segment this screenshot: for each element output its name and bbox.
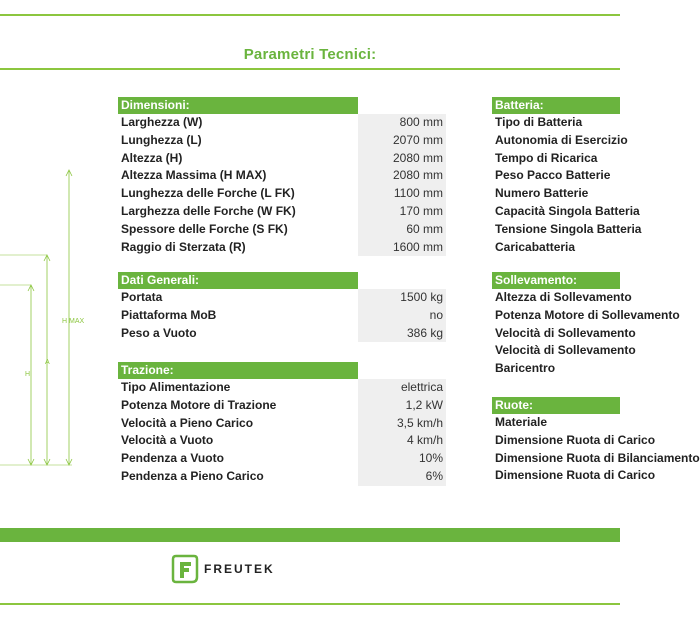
table-sollevamento <box>492 272 680 378</box>
row-value: 800 mm <box>358 114 446 132</box>
table-row <box>118 239 446 257</box>
row-label: Velocità di Sollevamento <box>495 343 636 358</box>
row-label: Tensione Singola Batteria <box>495 221 642 236</box>
row-label: Dimensione Ruota di Bilanciamento <box>495 450 700 465</box>
table-row <box>118 221 446 239</box>
row-label: Peso a Vuoto <box>121 325 197 340</box>
row-label: Larghezza delle Forche (W FK) <box>121 203 296 218</box>
row-label: Velocità di Sollevamento <box>495 325 636 340</box>
page-title: Parametri Tecnici: <box>243 46 377 63</box>
row-label: Potenza Motore di Sollevamento <box>495 307 680 322</box>
table-row <box>118 203 446 221</box>
table-row <box>118 468 446 486</box>
row-value: 1100 mm <box>358 185 446 203</box>
a-label: A <box>45 359 50 366</box>
row-label: Raggio di Sterzata (R) <box>121 239 246 254</box>
bottom-rule <box>0 603 620 605</box>
table-header-trazione: Trazione: <box>118 362 358 379</box>
row-value: 3,5 km/h <box>358 415 446 433</box>
table-row <box>118 132 446 150</box>
table-row <box>118 150 446 168</box>
brand-logo <box>172 555 275 583</box>
row-value: 170 mm <box>358 203 446 221</box>
table-row <box>118 432 446 450</box>
row-label: Piattaforma MoB <box>121 307 217 322</box>
table-row <box>118 325 446 343</box>
row-label: Pendenza a Pieno Carico <box>121 468 264 483</box>
row-label: Baricentro <box>495 361 556 376</box>
table-row <box>492 360 620 378</box>
row-label: Dimensione Ruota di Carico <box>495 432 656 447</box>
row-value: 386 kg <box>358 325 446 343</box>
row-value: 1600 mm <box>358 239 446 257</box>
table-dati-generali <box>118 272 446 342</box>
row-label: Altezza (H) <box>121 150 183 165</box>
table-row <box>492 221 642 239</box>
h-label: H <box>25 371 31 378</box>
table-row <box>118 307 446 325</box>
row-label: Lunghezza delle Forche (L FK) <box>121 186 295 201</box>
row-label: Larghezza (W) <box>121 115 203 129</box>
top-rule <box>0 14 620 16</box>
table-ruote <box>492 397 700 485</box>
table-row <box>492 114 620 132</box>
table-row <box>118 415 446 433</box>
hmax-label: H MAX <box>62 318 85 325</box>
row-label: Capacità Singola Batteria <box>495 203 640 218</box>
row-label: Materiale <box>495 415 548 429</box>
row-value: 1,2 kW <box>358 397 446 415</box>
row-label: Tempo di Ricarica <box>495 150 598 165</box>
table-row <box>118 289 446 307</box>
table-row <box>492 307 680 325</box>
row-label: Potenza Motore di Trazione <box>121 397 277 412</box>
row-label: Velocità a Pieno Carico <box>121 415 254 430</box>
table-header-sollevamento: Sollevamento: <box>492 272 620 289</box>
table-row <box>492 132 628 150</box>
row-label: Velocità a Vuoto <box>121 433 214 448</box>
row-label: Caricabatteria <box>495 239 576 254</box>
brand-name: FREUTEK <box>204 562 275 576</box>
row-label: Autonomia di Esercizio <box>495 132 628 147</box>
row-value: 2080 mm <box>358 167 446 185</box>
row-label: Pendenza a Vuoto <box>121 451 224 466</box>
table-row <box>492 414 620 432</box>
row-value: 6% <box>358 468 446 486</box>
row-label: Lunghezza (L) <box>121 132 202 147</box>
row-label: Spessore delle Forche (S FK) <box>121 221 288 236</box>
row-value: 1500 kg <box>358 289 446 307</box>
table-header-dimensioni: Dimensioni: <box>118 97 358 114</box>
row-label: Tipo di Batteria <box>495 115 583 129</box>
table-dimensioni <box>118 97 446 256</box>
table-row <box>118 397 446 415</box>
footer-band <box>0 528 620 542</box>
table-row <box>492 239 620 257</box>
table-row <box>492 432 656 450</box>
row-value: 60 mm <box>358 221 446 239</box>
table-row <box>492 167 620 185</box>
dimension-diagram <box>0 160 100 480</box>
table-row <box>118 114 446 132</box>
row-value: 10% <box>358 450 446 468</box>
table-row <box>118 450 446 468</box>
row-label: Altezza di Sollevamento <box>495 290 632 304</box>
row-label: Altezza Massima (H MAX) <box>121 168 267 183</box>
table-row <box>492 467 656 485</box>
table-row <box>492 150 620 168</box>
table-row <box>492 342 636 360</box>
row-label: Tipo Alimentazione <box>121 380 231 394</box>
row-label: Numero Batterie <box>495 186 589 201</box>
table-row <box>118 167 446 185</box>
table-row <box>492 203 640 221</box>
row-value: 2070 mm <box>358 132 446 150</box>
table-row <box>492 289 632 307</box>
table-header-dati-generali: Dati Generali: <box>118 272 358 289</box>
row-value: 2080 mm <box>358 150 446 168</box>
table-row <box>492 325 636 343</box>
title-rule <box>0 68 620 70</box>
row-value: 4 km/h <box>358 432 446 450</box>
row-value: elettrica <box>358 379 446 397</box>
table-row <box>118 379 446 397</box>
row-label: Peso Pacco Batterie <box>495 168 611 183</box>
table-row <box>492 185 620 203</box>
table-batteria <box>492 97 642 256</box>
table-row <box>492 450 700 468</box>
freutek-logo-icon <box>172 555 198 583</box>
row-value: no <box>358 307 446 325</box>
table-header-ruote: Ruote: <box>492 397 620 414</box>
row-label: Portata <box>121 290 163 304</box>
table-row <box>118 185 446 203</box>
table-header-batteria: Batteria: <box>492 97 620 114</box>
row-label: Dimensione Ruota di Carico <box>495 468 656 483</box>
table-trazione <box>118 362 446 486</box>
